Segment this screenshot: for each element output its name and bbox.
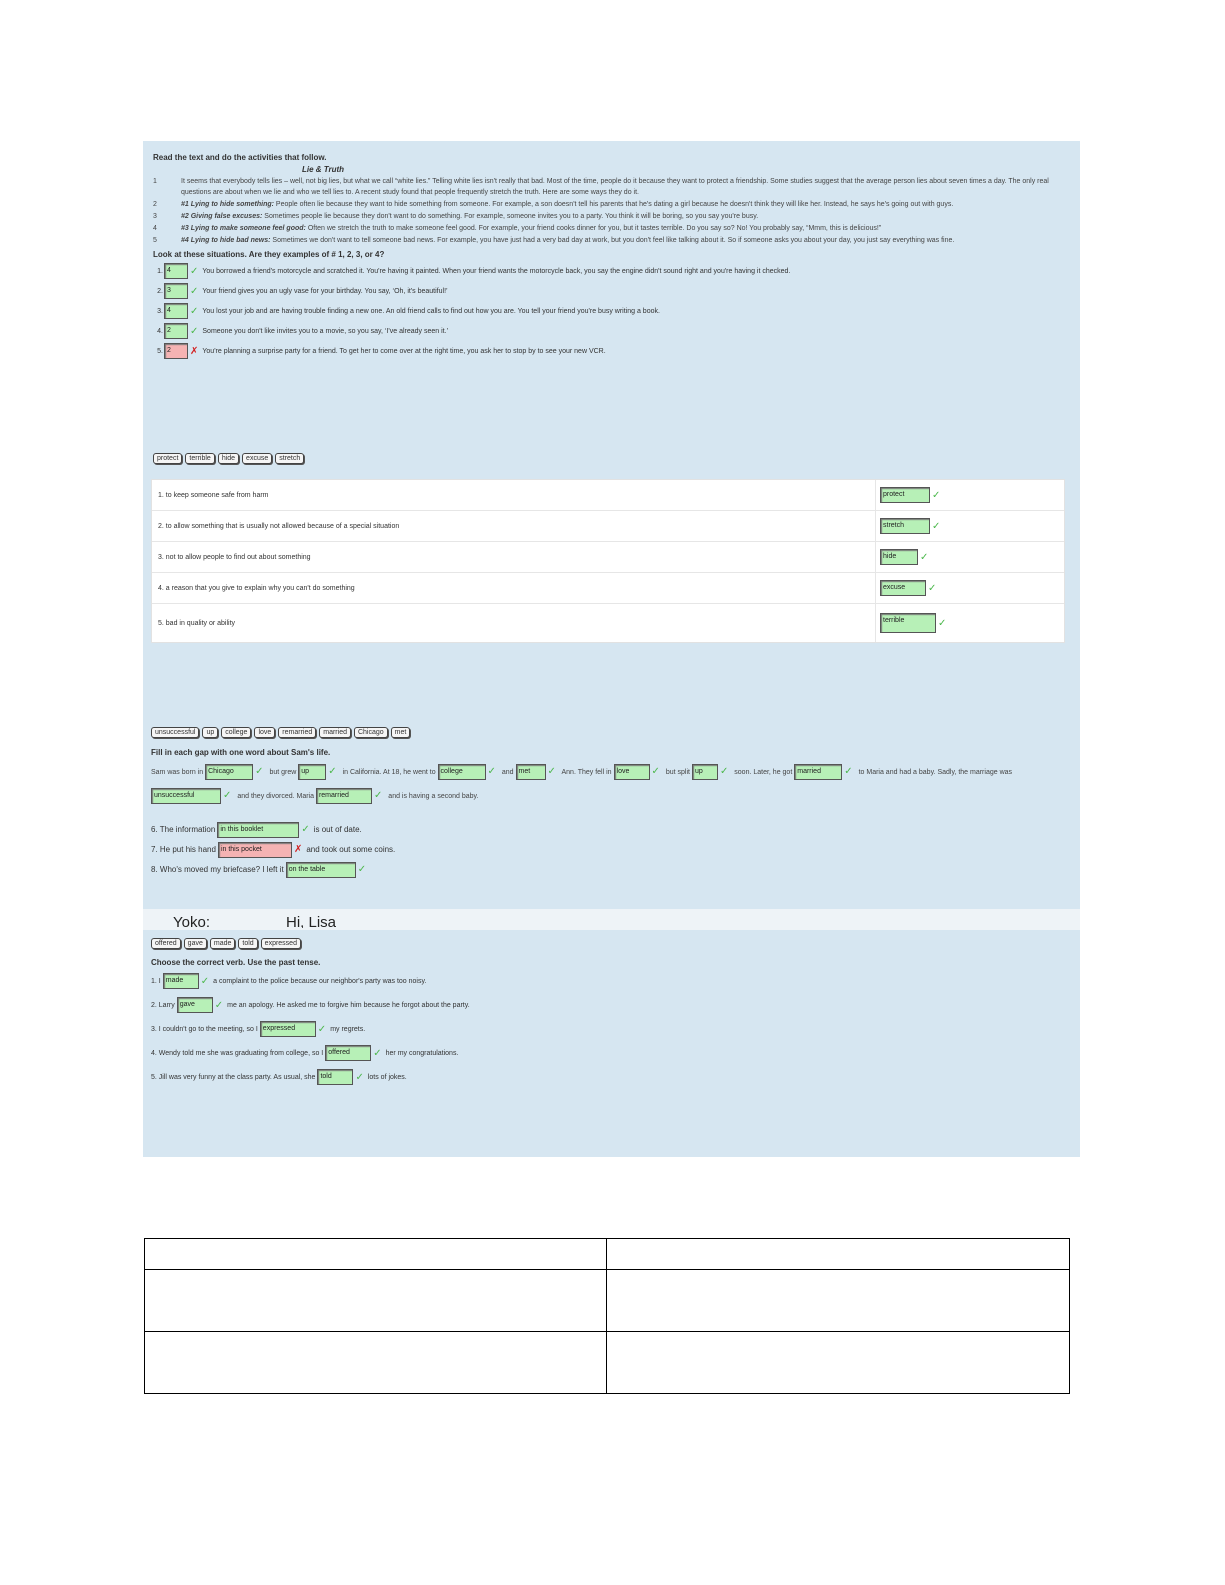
check-icon: ✓ [190, 325, 199, 337]
situation-text: Your friend gives you an ugly vase for your birthday. You say, ‘Oh, it's beautiful!’ [202, 287, 448, 295]
situation-answer-input[interactable]: 2 [164, 323, 188, 339]
cross-icon: ✗ [293, 844, 303, 855]
sam-text: Ann. They fell in [561, 769, 612, 776]
word-chip[interactable]: met [391, 727, 411, 738]
situation-text: Someone you don't like invites you to a movie, so you say, ‘I've already seen it.’ [202, 327, 449, 335]
sam-text: and they divorced. Maria [237, 793, 314, 800]
verbs-section [143, 909, 1080, 1157]
gap-input[interactable]: Chicago [205, 764, 253, 780]
cross-icon: ✗ [190, 345, 199, 357]
check-icon: ✓ [223, 790, 232, 801]
table-cell[interactable] [607, 1270, 1069, 1331]
prep-text: 8. Who's moved my briefcase? I left it [151, 865, 284, 874]
situation-row [153, 322, 1070, 340]
paragraph-number: 1 [153, 178, 157, 185]
sam-text: but grew [269, 769, 297, 776]
check-icon: ✓ [928, 582, 937, 594]
reading-title: Lie & Truth [301, 165, 345, 174]
situation-number: 4. [157, 327, 163, 335]
word-chip[interactable]: love [254, 727, 275, 738]
paragraph-lead: #1 Lying to hide something: [181, 201, 274, 208]
word-chip[interactable]: up [202, 727, 218, 738]
prep-text: is out of date. [313, 825, 362, 834]
situation-number: 3. [157, 307, 163, 315]
verb-text: me an apology. He asked me to forgive him because he forgot about the party. [227, 1001, 470, 1009]
situation-row [153, 342, 1070, 360]
verb-text: 1. I [151, 977, 161, 985]
sam-text: but split [665, 769, 690, 776]
empty-table [144, 1238, 1070, 1394]
check-icon: ✓ [651, 766, 660, 777]
paragraph-lead: #2 Giving false excuses: [181, 213, 263, 220]
verb-word-bank [151, 938, 1072, 949]
paragraph-text: Sometimes we don't want to tell someone bad news. For example, you have just had a very bad day at work, but you don't feel like talking about it. So if someone asks you about your day, you just say everything was fine. [272, 237, 955, 244]
word-chip[interactable]: made [210, 938, 236, 949]
situation-row [153, 282, 1070, 300]
verb-text: 5. Jill was very funny at the class party. As usual, she [151, 1073, 316, 1081]
check-icon: ✓ [190, 285, 199, 297]
reading-instruction: Read the text and do the activities that follow. [153, 153, 327, 162]
table-cell[interactable] [607, 1332, 1069, 1393]
paragraph-lead: #3 Lying to make someone feel good: [181, 225, 306, 232]
word-chip[interactable]: protect [153, 453, 182, 464]
situations-heading: Look at these situations. Are they examples of # 1, 2, 3, or 4? [153, 250, 385, 259]
check-icon: ✓ [719, 766, 729, 777]
verb-answer-input[interactable]: expressed [260, 1021, 316, 1037]
verb-row [151, 994, 1072, 1016]
sam-heading: Fill in each gap with one word about Sam's life. [151, 748, 331, 757]
sam-text: in California. At 18, he went to [342, 769, 436, 776]
prep-text: 6. The information [151, 825, 216, 834]
sam-text: to Maria and had a baby. Sadly, the marriage was [858, 769, 1013, 776]
prep-text: 7. He put his hand [151, 845, 216, 854]
gap-input[interactable]: up [692, 764, 718, 780]
table-row [152, 542, 1064, 573]
gap-input[interactable]: remarried [316, 788, 372, 804]
paragraph [153, 235, 1070, 246]
situation-text: You lost your job and are having trouble finding a new one. An old friend calls to find out how you are. You tell your friend you're busy writing a book. [202, 307, 660, 315]
word-chip[interactable]: told [238, 938, 257, 949]
check-icon: ✓ [214, 999, 224, 1011]
verb-answer-input[interactable]: told [317, 1069, 353, 1085]
word-chip[interactable]: unsuccessful [151, 727, 199, 738]
verb-text: 4. Wendy told me she was graduating from college, so I [151, 1049, 324, 1057]
verbs-body [143, 930, 1080, 1157]
vocab-answer-input[interactable]: stretch [880, 518, 930, 534]
prep-row [151, 860, 1072, 879]
sam-section [143, 719, 1080, 909]
word-chip[interactable]: remarried [278, 727, 316, 738]
table-row [145, 1239, 1069, 1270]
vocab-answer-input[interactable]: protect [880, 487, 930, 503]
gap-input[interactable]: unsuccessful [151, 788, 221, 804]
verb-text: 3. I couldn't go to the meeting, so I [151, 1025, 258, 1033]
verb-answer-input[interactable]: made [163, 973, 199, 989]
situation-row [153, 262, 1070, 280]
verb-text: my regrets. [330, 1025, 366, 1033]
paragraph-text: Sometimes people lie because they don't want to do something. For example, someone invites you to a party. You think it will be boring, so you say you're busy. [264, 213, 759, 220]
check-icon: ✓ [317, 1023, 327, 1035]
check-icon: ✓ [301, 824, 310, 835]
verb-row [151, 1018, 1072, 1040]
letter-strip [143, 909, 1080, 930]
check-icon: ✓ [844, 766, 853, 777]
word-chip[interactable]: expressed [261, 938, 301, 949]
word-chip[interactable]: hide [218, 453, 239, 464]
definition-text: 4. a reason that you give to explain why you can't do something [152, 573, 876, 603]
preposition-list [151, 820, 1072, 879]
check-icon: ✓ [373, 790, 383, 801]
check-icon: ✓ [255, 766, 264, 777]
prep-answer-input[interactable]: on the table [286, 862, 356, 878]
prep-answer-input[interactable]: in this booklet [217, 822, 299, 838]
check-icon: ✓ [938, 617, 947, 629]
check-icon: ✓ [200, 975, 210, 987]
situation-answer-input[interactable]: 2 [164, 343, 188, 359]
table-row [152, 511, 1064, 542]
word-chip[interactable]: gave [184, 938, 207, 949]
vocab-answer-input[interactable]: hide [880, 549, 918, 565]
sam-text: Sam was born in [151, 769, 204, 776]
paragraph-lead: #4 Lying to hide bad news: [181, 237, 271, 244]
check-icon: ✓ [932, 489, 941, 501]
letter-right-label: Hi, Lisa [286, 914, 337, 928]
table-cell[interactable] [607, 1239, 1069, 1269]
table-row [152, 573, 1064, 604]
sam-word-bank [151, 727, 1072, 738]
check-icon: ✓ [328, 766, 337, 777]
paragraph [153, 199, 1070, 210]
table-row [152, 480, 1064, 511]
word-chip[interactable]: married [319, 727, 351, 738]
paragraph-number: 5 [153, 237, 157, 244]
gap-input[interactable]: met [516, 764, 546, 780]
situation-row [153, 302, 1070, 320]
situation-text: You're planning a surprise party for a friend. To get her to come over at the right time, you ask her to stop by to see your new VCR. [202, 347, 606, 355]
check-icon: ✓ [547, 766, 556, 777]
prep-row [151, 840, 1072, 859]
verb-text: lots of jokes. [367, 1073, 407, 1081]
paragraph-number: 4 [153, 225, 157, 232]
prep-text: and took out some coins. [306, 845, 396, 854]
table-cell[interactable] [145, 1239, 607, 1269]
verb-row [151, 1066, 1072, 1088]
definition-text: 2. to allow something that is usually not allowed because of a special situation [152, 511, 876, 541]
gap-input[interactable]: up [298, 764, 326, 780]
check-icon: ✓ [190, 305, 199, 317]
paragraph-text: Often we stretch the truth to make someone feel good. For example, your friend cooks dinner for you, but it tastes terrible. Do you say so? No! You probably say, “Mmm, this is delicious!” [307, 225, 882, 232]
gap-input[interactable]: college [438, 764, 486, 780]
paragraph [153, 176, 1070, 198]
check-icon: ✓ [357, 864, 367, 875]
table-row [145, 1332, 1069, 1393]
verbs-heading: Choose the correct verb. Use the past tense. [151, 958, 321, 967]
exercise-screenshot [143, 141, 1080, 1157]
verb-row [151, 1042, 1072, 1064]
table-row [145, 1270, 1069, 1332]
word-chip[interactable]: excuse [242, 453, 272, 464]
vocab-answer-input[interactable]: excuse [880, 580, 926, 596]
paragraph-number: 3 [153, 213, 157, 220]
situation-answer-input[interactable]: 4 [164, 303, 188, 319]
sam-paragraph [151, 760, 1072, 808]
sam-text: and [501, 769, 514, 776]
check-icon: ✓ [190, 265, 199, 277]
word-chip[interactable]: terrible [185, 453, 214, 464]
reading-section [143, 141, 1080, 447]
paragraph-text: It seems that everybody tells lies – well, not big lies, but what we call “white lies.” Telling white lies isn't really that bad. Most of the time, people do it because they want to protect a friendship. Some studies suggest that the average person lies about seven times a day. The only real questions are about when we lie and who we tell lies to. A recent study found that people frequently stretch the truth. Here are some ways they do it. [181, 178, 1049, 196]
vocab-table [151, 479, 1065, 643]
word-chip[interactable]: stretch [275, 453, 304, 464]
situation-number: 2. [157, 287, 163, 295]
situation-number: 5. [157, 347, 163, 355]
paragraph-text: People often lie because they want to hide something from someone. For example, a son doesn't tell his parents that he's dating a girl because he doesn't think they will like her. Instead, he says he's going out with guys. [275, 201, 954, 208]
situation-answer-input[interactable]: 4 [164, 263, 188, 279]
verb-text: 2. Larry [151, 1001, 175, 1009]
paragraph [153, 211, 1070, 222]
word-chip[interactable]: Chicago [354, 727, 388, 738]
situation-text: You borrowed a friend's motorcycle and scratched it. You're having it painted. When your friend wants the motorcycle back, you say the engine didn't sound right and you're having it checked. [202, 267, 791, 275]
definition-text: 1. to keep someone safe from harm [152, 480, 876, 510]
word-chip[interactable]: college [221, 727, 251, 738]
sam-text: and is having a second baby. [388, 793, 479, 800]
check-icon: ✓ [932, 520, 941, 532]
check-icon: ✓ [920, 551, 929, 563]
verb-text: a complaint to the police because our neighbor's party was too noisy. [213, 977, 427, 985]
situation-answer-input[interactable]: 3 [164, 283, 188, 299]
sam-text: soon. Later, he got [734, 769, 793, 776]
gap-input[interactable]: married [794, 764, 842, 780]
table-cell[interactable] [145, 1332, 607, 1393]
table-cell[interactable] [145, 1270, 607, 1331]
word-chip[interactable]: offered [151, 938, 181, 949]
vocab-word-bank [153, 453, 304, 464]
verb-text: her my congratulations. [385, 1049, 459, 1057]
paragraph [153, 223, 1070, 234]
situation-number: 1. [157, 267, 163, 275]
gap-input[interactable]: love [614, 764, 650, 780]
paragraph-number: 2 [153, 201, 157, 208]
definition-text: 3. not to allow people to find out about something [152, 542, 876, 572]
verb-answer-input[interactable]: gave [177, 997, 213, 1013]
vocab-section [143, 447, 1080, 719]
check-icon: ✓ [355, 1071, 364, 1083]
letter-left-label: Yoko: [173, 914, 210, 928]
vocab-answer-input[interactable]: terrible [880, 613, 936, 633]
check-icon: ✓ [373, 1047, 382, 1059]
verb-row [151, 970, 1072, 992]
prep-answer-input[interactable]: in this pocket [218, 842, 292, 858]
table-row [152, 604, 1064, 642]
check-icon: ✓ [487, 766, 496, 777]
prep-row [151, 820, 1072, 839]
verb-answer-input[interactable]: offered [325, 1045, 371, 1061]
definition-text: 5. bad in quality or ability [152, 604, 876, 642]
